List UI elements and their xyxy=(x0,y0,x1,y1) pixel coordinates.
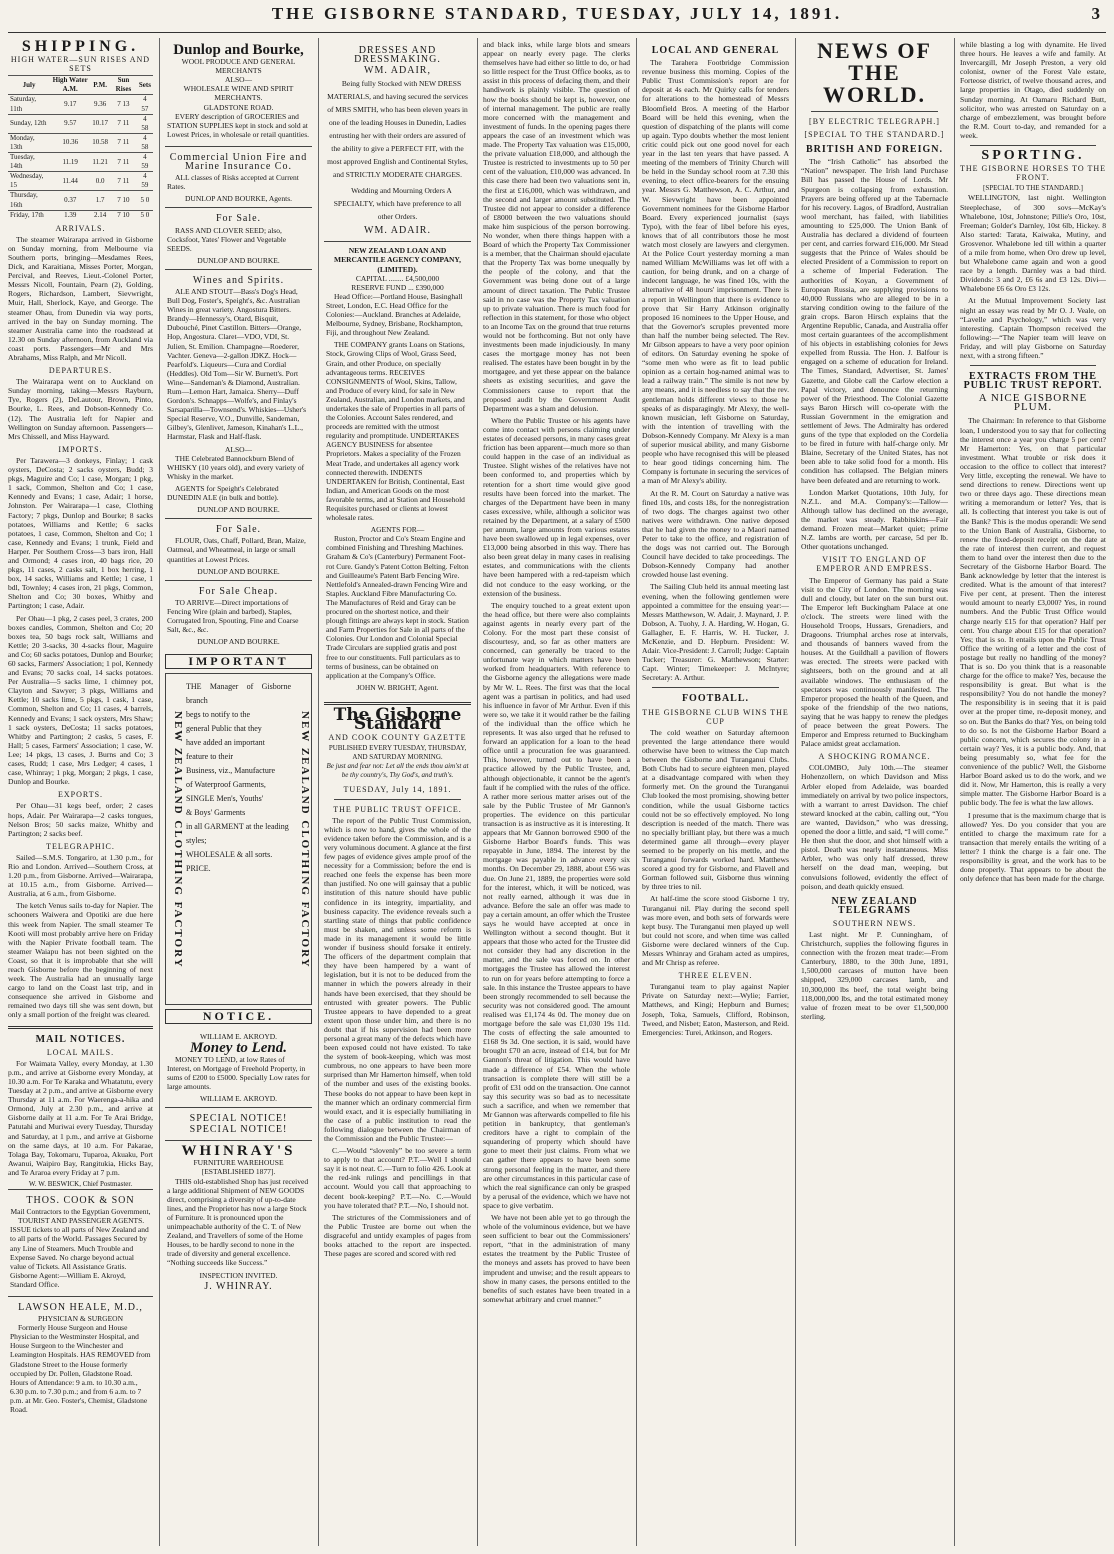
clothing-line: Business, viz., Manufacture xyxy=(186,766,276,776)
agents-sign: DUNLOP AND BOURKE. xyxy=(197,505,280,515)
divider xyxy=(811,111,938,112)
forsale-flour-sign: DUNLOP AND BOURKE. xyxy=(197,566,280,576)
dress-title: DRESSES AND DRESSMAKING. xyxy=(354,45,441,66)
tide-body xyxy=(8,95,153,220)
clothing-line: feature to their xyxy=(186,752,234,762)
money-title: Money to Lend. xyxy=(189,1039,288,1056)
nzloan-title: NEW ZEALAND LOAN AND MERCANTILE AGENCY COMPANY, (LIMITED). xyxy=(333,246,462,274)
whinray-inspection: INSPECTION INVITED. xyxy=(199,1270,278,1280)
union-text: ALL classes of Risks accepted at Current Rates. xyxy=(167,173,299,192)
cook-text: TOURIST AND PASSENGER AGENTS. ISSUE tickets to all parts of New Zealand and to all parts of the World. Passages Secured by any Line of Steamers. Much Trouble and Expense Saved. No charge beyond actual value of Tickets. All Assistance Gratis. Gisborne Agent:—William E. Akroyd, Standard Office. xyxy=(10,1216,149,1289)
tide-row xyxy=(8,95,153,114)
tide-cell: 0.0 xyxy=(90,172,110,191)
pto-continued: and black inks, while large blots and smears appear on nearly every page. The clerks themselves have had either so little to do, or had so little respect for the Trust Office books, as to assist in this process of defacing them, and their handiwork is plainly visible. The question of how the books should be kept is, however, one of internal management. The public are really more concerned with the management and investment of funds. In the opening pages there appears the case of an investment which was made. The Property Tax valuation was £15,000, the private valuation £18,000, and although the Trustee is restricted to investments up to 50 per cent of the valuation, £10,000 was advanced. In this case there had been two valuations sent in, the first at £16,000, which was withdrawn, and the second and larger amount substituted. The Trustee did not appear to consider a difference of £8000 between the two valuations should make him suspicious of the person borrowing. No wonder, when there things happen with a Board of which the Property Tax Commissioner is a member, that the Chairman should ejaculate that the Property Tax was borne unequally by the people of the colony, and that the Government was being done out of a large amount of direct taxation. The Public Trustee said in no case was the Property Tax valuation up to private valuation. There is much food for reflection in this statement, for those who object to an Income Tax on the ground that true returns would not be forthcoming. But not only have investments been made injudiciously. In many cases the mortgage money has not been realised. The estates have been bought in by the mortgagee, and yet these appear on the balance sheets as existing securities, and gave the Commissioners cause to report that the proposed audit by the Government Audit Department was a sham and delusion. xyxy=(483,40,630,413)
notice-banner: NOTICE. xyxy=(165,1009,312,1024)
nzloan-capital: CAPITAL ........ £4,500,000 xyxy=(355,273,440,283)
sporting-subheading: THE GISBORNE HORSES TO THE FRONT. xyxy=(960,164,1106,183)
masthead xyxy=(0,4,1114,30)
clothing-line: & Boys' Garments xyxy=(186,808,246,818)
union-title: Commercial Union Fire and Marine Insurance Co. xyxy=(169,151,308,173)
pto-continued-4: We have not been able yet to go through the whole of the voluminous evidence, but we have seen sufficient to bear out the Commissioners' report, “that in the administration of many estates the treatment by the Public Trustee of the moneys and assets has proved to have been imprudent and unwise; and the result appears to show in many cases, the persons entitled to the benefits of such estates have been treated in a somewhat arbitrary and cruel manner.” xyxy=(483,1213,630,1304)
forsale-seed-sign: DUNLOP AND BOURKE. xyxy=(197,255,280,265)
lawson-title: LAWSON HEALE, M.D., xyxy=(18,1302,143,1313)
forsale-cheap-title: For Sale Cheap. xyxy=(198,585,279,597)
local-general-text: The Tarahera Footbridge Commission revenue business this morning. Copies of the Public Trust Commission's report are for deposit at 4s each. Mr Quirky calls for tenders for alterations to the homestead of Messrs Bloomfield Bros. A meeting of the Harbor Board will be held this evening, when the question of dispatching of the plants will come up again. Typo doubts whether the most lenient critic could pick out one good novel for each year in the last ten years that have passed. A meeting of the members of Trinity Church will be held in the Sunday school room at 7.30 this evening, to elect office-bearers for the ensuing year. Messrs G. Matthewson, A. C. Arthur, and W. Sievwright have been appointed Government nominees for the Gisborne Harbor Board. Every experienced journalist (says Typo), with the fear of libel before his eyes, knows that of all contributors those he most watch most closely are lawyers and clergymen. At the Police Court yesterday morning a man named William McWilliams was let off with a caution, for being drunk, and on a charge of indecent language, he was fined 10s, with the alternative of 48 hours' imprisonment. There is a report in Wellington that there is evidence to prove that Sir Harry Atkinson originally proposed 16 nominees to the Upper House, and that the Governor's scruples prevented more than half the number being selected. The Rev. Mr Gibson appears to have a very poor opinion of editors. On Saturday evening he spoke of “some men who were as fit to lead public opinion as a certain hog-named animal was to lead a railway train.” The simile is not new by any means, and it is needless to say that the rev. gentleman holds different views to those he speaks of as disparagingly. Mr Alexy, the well-known musician, left Gisborne on Saturday, with the intention of travelling with the Dobson-Kennedy Company. Mr Alexy is a man of superior musical ability, and many Gisborne people who have recognised this will be pleased to hear good tidings concerning him. The Company is fortunate in securing the services of a man of Mr Alexy's ability. xyxy=(642,58,789,486)
local-general-text-3: The Sailing Club held its annual meeting last evening, when the following gentlemen were appointed a committee for the ensuing year:—Messrs Matthewson, W. Adair, J. Maynard, J. P. Dobson, A. Tuohy, J. A. Harding, W. Hogan, G. Gallagher, E. F. Harris, W. H. Tucker, J. McKenzie, and D. Hepburn. President: W. Adair. Vice-President: J. Carroll; Judge: Captain Tucker; Treasurer: G. Matthewson; Starter: Capt. Winter; Timekeeper: J. McIntyre; Secretary: A. Arthur. xyxy=(642,582,789,683)
money-text: MONEY TO LEND, at low Rates of Interest, on Mortgage of Freehold Property, in sums of £200 to £5000. Specially Low rates for large amounts. xyxy=(167,1054,310,1091)
nz-telegrams-text: Last night. Mr P. Cunningham, of Christchurch, supplies the following figures in connection with the frozen meat trade:—From Canterbury, 1880, to the 30th June, 1891, 1,500,000 carcases of mutton have been shipped, 329,000 carcases lamb, and 10,300,000 lbs beef, the total weight being 118,000,000 lbs, and the total estimated money value of frozen meat to be over £1,500,000 sterling. xyxy=(801,929,948,1021)
adair-text: Being fully Stocked with NEW DRESS MATERIALS, and having secured the services of MRS SMITH, who has been eleven years in one of the leading Houses in Dunedin, Ladies entrusting her with their orders are assured of the ability to give a PERFECT FIT, with the most approved English and Continental Styles, and STRICTLY MODERATE CHARGES. xyxy=(327,79,468,180)
exports-heading: EXPORTS. xyxy=(57,790,104,800)
nzloan-ad xyxy=(324,241,471,696)
column-sporting xyxy=(960,40,1106,1546)
southern-news-heading: SOUTHERN NEWS. xyxy=(832,918,917,928)
pto-text: The report of the Public Trust Commission, which is now to hand, gives the whole of the evidence taken before the Commission, and is a very voluminous document. A glance at the first few pages of evidence gives ample proof of the necessity for a Commission; before the end is reached one feels the expense has been more than justified. No one will gainsay that a public institution of this nature should have public confidence in its integrity, impartiality, and business capacity. The evidence reveals such a startling state of things that public confidence must be shaken, and unless some reform is made in its management it would be little wonder if business should forsake it entirely. The officers of the department complain that they have been hampered by a want of legislation, but it is not to be deduced from the manner in which the powers already in their hands have been exercised, that they should be entrusted with greater powers. The Public Trustee appears to have depended to a great extent upon those under him, and there is no doubt that if his supervision had been more personal a great many of the defects which have been exposed could not have existed. To take the system of book-keeping, which was most cumbrous, no one appears to have been more surprised than Mr Hamerton himself, when told of the number and uses of the existing books. These books do not appear to have been kept in the manner which an ordinary commercial firm would exact, and it is especially humiliating in the case of a public institution to read the following dialogue between the Chairman of the Commission and the Public Trustee:— xyxy=(324,815,471,1143)
clothing-line: begs to notify to the xyxy=(186,710,250,720)
tide-cell: 4 58 xyxy=(137,133,153,152)
whinray-subtitle: FURNITURE WAREHOUSE xyxy=(193,1158,284,1168)
dunlop-ad xyxy=(165,40,312,146)
football-text: The cold weather on Saturday afternoon prevented the large attendance there would otherwise have been to witness the Cup match between the Gisborne and Turanganui Clubs. Both Clubs had to secure eighteen men, played at a disadvantage compared with when they formerly met. On the ground the Turanganui Club looked the most promising, showing better condition, while the usual Gisborne tactics could not be so effectively employed. No long description is needed of the match. There was no specially brilliant play, but there was a much determined game all through—every player seemed to be properly on his mettle, and the Turanganui forwards worked hard. Matthews scored a good try for Gisborne, and Flavell and Gorman followed suit, Gisborne thus winning by three tries to nil. xyxy=(642,727,789,892)
clothing-vertical-right: NEW ZEALAND CLOTHING FACTORY xyxy=(299,710,311,969)
tide-table xyxy=(8,75,153,219)
pto-continued-2: Where the Public Trustee or his agents have come into contact with persons claiming under estates of deceased persons, in many cases great friction has been apparent—much more so than could happen in the case of an individual as Trustee. Slight wishes of the relatives have not been conformed to, and properties which by retention for a short time would give good results have been forced into the market. The charges of the Department have been in many cases excessive, while, although a solicitor was retained by the Department, at a salary of £500 per annum, large amounts from various estates have been swallowed up in legal expenses, over £13,000 being absorbed in this way. There has also been great delay in many cases in realising estates, and communications with the clients have been hampered with a red-tapeism which did not conduce to the easy working, or the extension of the business. xyxy=(483,415,630,598)
page-number: 3 xyxy=(1091,4,1100,23)
nz-telegrams-heading: NEW ZEALAND TELEGRAMS xyxy=(831,895,918,916)
plum-heading: A NICE GISBORNE PLUM. xyxy=(978,392,1088,414)
clothing-line: PRICE. xyxy=(186,864,211,874)
tide-cell: 5 0 xyxy=(137,191,153,210)
forsale-flour-text: FLOUR, Oats, Chaff, Pollard, Bran, Maize, Oatmeal, and Wheatmeal, in large or small quantities at Lowest Prices. xyxy=(167,536,306,564)
whinray-text: THIS old-established Shop has just received a large additional Shipment of NEW GOODS direct, comprising a diversity of up-to-date lines, and the Proprietor has now a large Stock of Furniture. It is pronounced upon the unimpeachable authority of the C. T. of New Zealand, and Travellers of some of the Home Houses, to be hardly second to none in the trade of diversity and general excellence. “Nothing succeeds like Success.” xyxy=(167,1176,309,1268)
lawson-subtitle: PHYSICIAN & SURGEON xyxy=(37,1314,123,1324)
exports-text: Per Ohau—31 kegs beef, order; 2 cases hops, Adair. Per Wairarapa—2 casks tongues, Nelson Bros; 50 sacks maize, Whitby and Partington; 2 sacks beef. xyxy=(8,801,153,838)
tide-header-cell: July xyxy=(8,76,50,95)
divider xyxy=(970,365,1096,366)
clothing-line: have added an important xyxy=(186,738,265,748)
shocking-text: COLOMBO, July 10th.—The steamer Hohenzollern, on which Davidson and Miss Arbler eloped from Adelaide, was boarded immediately on arrival by two police inspectors, with a warrant to arrest Davidson. The chief steward knocked at the cabin, calling out, “You are wanted, Davidson,” who was dressing, opened the door a little, and said, “I will come.” He then shut the door, and shot himself with a pistol. Death was nearly instantaneous. Miss Arbler, who was only half dressed, threw herself on the dead man, weeping, but convulsions followed, evidently the effect of poison, and death quickly ensued. xyxy=(801,763,948,891)
paper-publication: PUBLISHED EVERY TUESDAY, THURSDAY, AND SATURDAY MORNING. xyxy=(328,744,467,762)
tide-cell: 11.21 xyxy=(90,153,110,172)
tide-cell: 1.39 xyxy=(50,210,90,220)
tide-cell: 1.7 xyxy=(90,191,110,210)
column-rule xyxy=(954,38,955,1546)
teams-text: Turanganui team to play against Napier Private on Saturday next:—Wylie; Farrier, Matthews, and Kingi; Hepburn and Burnes; Joseph, Toka, Samuels, Clifford, Robinson, Tweed, and Nisbet; Eaton, Masterson, and Reid. Emergencies: Turei, Atkinson, and Rogers. xyxy=(642,982,789,1037)
arrivals-heading: ARRIVALS. xyxy=(55,223,106,233)
tide-cell: 4 59 xyxy=(137,172,153,191)
lawson-ad xyxy=(8,1296,153,1421)
pto-dialog: C.—Would “slovenly” be too severe a term to apply to that account? P.T.—Well I should say it is not neat. C.—Turn to folio 426. Look at the red-ink rulings and pencillings in that account. Would you call that approaching to decent book-keeping? P.T.—No. C.—Would you have tolerated that? P.T.—No, I should not. xyxy=(324,1146,471,1210)
telegraphic-text-2: The ketch Venus sails to-day for Napier. The schooners Waiwera and Opotiki are due here this week from Napier. The small steamer Te Kooti will most probably arrive here on Friday with the Napier Private football team. The steamer Waiapu has not been sighted on the Coast, so that it is improbable that she will reach Gisborne before the beginning of next week. The Australia had an unusually large cargo to land on the Coast last trip, and in consequence she arrived in Gisborne and remained two days till she was sent down, but only a small portion of the freight was cleared. xyxy=(8,901,153,1020)
news-heading: NEWS OF THE WORLD. xyxy=(817,40,932,107)
special-notice-2: SPECIAL NOTICE! xyxy=(189,1124,288,1136)
tide-header-cell: Sets xyxy=(137,76,153,95)
tide-row xyxy=(8,191,153,210)
column-editorial xyxy=(483,40,630,1546)
sporting-text-2: At the Mutual Improvement Society last night an essay was read by Mr O. J. Veale, on “Lavelle and Psychology,” which was very interesting. Captain Thompson received the following:—“The Napier team will leave on Friday, and will play Gisborne on Saturday next, with a strong fifteen.” xyxy=(960,296,1106,360)
column-local xyxy=(642,40,789,1546)
sporting-heading: SPORTING. xyxy=(981,148,1085,164)
clothing-line: THE Manager of Gisborne branch xyxy=(186,682,291,706)
tide-cell: 7 10 xyxy=(110,191,137,210)
tide-heading: HIGH WATER—SUN RISES AND SETS xyxy=(10,55,151,74)
sporting-special: [SPECIAL TO THE STANDARD.] xyxy=(983,184,1083,193)
visit-heading: VISIT TO ENGLAND OF EMPEROR AND EMPRESS. xyxy=(816,555,933,574)
forsale-seed-text: RASS AND CLOVER SEED; also, Cocksfoot, Yates' Flower and Vegetable SEEDS. xyxy=(167,225,287,253)
tide-cell: 5 0 xyxy=(137,210,153,220)
dunlop-also: ALSO— xyxy=(224,75,253,85)
pto-continued-3: The enquiry touched to a great extent upon the head office, but there were also complaints against agents in nearly every part of the Colony. For the most part these consist of discourtesy, and, so far as other matters are concerned, can generally be traced to the unfortunate way in which matters have been worked from headquarters. With reference to the Gisborne agency the allegations were made by Mr W. L. Rees. The first was that the local agent was a partisan in politics, and had used his influence in favor of Mr Arthur. Even if this were so, we take it it would rather be the failing of the individual than the office which he represents. It was also urged that he refused to forward an application for a loan to the head office until a procuration fee was guaranteed. This, however, turned out to have been a practice allowed by the Public Trustee, and, although objectionable, it cannot be the agent's fault if he complied with the rules of the office. A rather more serious matter arises out of the sale by the Public Trustee of Mr Gannon's properties. The evidence on this particular transaction is as instructive as it is interesting. It appears that Mr Gannon borrowed £900 of the Gisborne Harbor Board's funds. This was repayable in June, 1894. The interest by the mortgage was payable in advance every six months. On December 29, 1888, about £56 was due. On June 21, 1889, the properties were sold for the interest, which, it will be noticed, was not really earned, although it was due in advance. Before the sale an offer was made to pay a certain amount, an offer which the Trustee says he would have accepted at once in Wellington without a second thought. But it appears that those who acted for the Trustee did not consider they had any discretion in the matter, and the sale was forced on. In other mortgages the Trustee has allowed the interest to run on for years before attempting to force a sale. In this instance the Trustee appears to have been strongly recommended to sell because the security was not considered good. The amount realised was £1,174 4s 0d. The money due on mortgage before the sale was £1,030 19s 11d. The costs of effecting the sale amounted to £168 9s 3d. One section, it is said, would have brought £70 an acre, instead of £14, but for Mr Gannon's threat of litigation. This would have made a difference of £54. When the whole transaction is complete there will still be a profit of £31 odd on the transaction. One cannot say this security was so bad as to necessitate such a sacrifice, and when we remember that Mr Gannon was afterwards compelled to file his petition in bankruptcy, that gentleman's creditors have a right to complain of the squandering of property which should have gone to meet their just claims. From what we can gather there appears to have been some strong personal feeling in the matter, and there are other circumstances in this particular case of which the real significance can only be grasped by a perusal of the evidence, which we have not space to give verbatim. xyxy=(483,600,630,1210)
tide-row xyxy=(8,172,153,191)
nzloan-text-3: Ruston, Proctor and Co's Steam Engine and combined Finishing and Threshing Machines. Graham & Co's (Canterbury) Permanent Foot-rot Cure. Gandy's Patent Cotton Belting. Felton and Guilleaume's Patent Barb Fencing Wire. Nettlefold's Annealed-drawn Fencing Wire and Staples. Auckland Fibre Manufacturing Co. The Manufactures of Reid and Gray can be procured on the shortest notice, and their plough fittings are always kept in stock. Station and Farm Properties for Sale in all parts of the Colonies. Our London and Colonial Special Trade Circulars are supplied gratis and post free to our constituents. Full particulars as to terms of business, can be obtained on application at the Company's Office. xyxy=(326,534,469,680)
tide-cell: 7 11 xyxy=(110,133,137,152)
tide-cell: 10.58 xyxy=(90,133,110,152)
column-shipping xyxy=(8,40,153,1546)
clothing-line: WHOLESALE & all sorts. xyxy=(186,850,273,860)
football-heading: FOOTBALL. xyxy=(681,693,750,705)
tide-cell: 4 59 xyxy=(137,153,153,172)
tide-cell: 7 13 xyxy=(110,95,137,114)
tide-cell: 0.37 xyxy=(50,191,90,210)
telegraphic-text: Sailed—S.M.S. Tongariro, at 1.30 p.m., for Rio and London. Arrived—Southern Cross, at 1.20 p.m., from Gisborne. Arrived—Wairarapa, at 10.15 a.m., from Gisborne. Arrived—Australia, at 6 a.m., from Gisborne. xyxy=(8,852,153,899)
tide-cell: Friday, 17th xyxy=(8,210,50,220)
nzloan-sign: JOHN W. BRIGHT, Agent. xyxy=(356,682,439,692)
divider xyxy=(652,687,779,688)
tide-cell: 7 11 xyxy=(110,114,137,133)
local-general-heading: LOCAL AND GENERAL xyxy=(651,45,780,56)
wines-ad xyxy=(165,269,312,518)
clothing-line: SINGLE Men's, Youths' xyxy=(186,794,264,804)
tide-header-cell: High Water A.M. xyxy=(50,76,90,95)
dunlop-text: EVERY description of GROCERIES and STATION SUPPLIES kept in stock and sold at Lowest Prices, in wholesale or retail quantities. xyxy=(167,111,310,139)
local-general-text-2: At the R. M. Court on Saturday a native was fined 10s, and costs 18s, for the nonregistration of two dogs. The charges against two other natives were withdrawn. One native deposed that he had given the money to a Maori named Peter to take to the office, and registration of the dogs was not carried out. The Borough Council have decided to take proceedings. The Dobson-Kennedy Company had another crowded house last evening. xyxy=(642,488,789,580)
union-ad xyxy=(165,146,312,207)
nzloan-agents: AGENTS FOR— xyxy=(370,525,425,535)
agents-text: AGENTS for Speight's Celebrated DUNEDIN ALE (in bulk and bottle). xyxy=(167,483,279,503)
clothing-factory-ad xyxy=(165,673,312,1005)
arrivals-text: The steamer Wairarapa arrived in Gisborne on Sunday morning, from Melbourne via Southern ports, bringing—Mesdames Rees, Dick, and Karaitiana, Misses Porter, Morgan, Percival, and Reeves, Lieut.-Colonel Porter, Messrs Nicoll, Fountain, Pearn (2), Golding, Rogers, Richardson, Lambert, Sievwright, Muir, Hall, Sherlock, Kaye, and George. The steamer Ohau, from Dunedin via way ports, arrived in the bay on Sunday morning. The steamer Australia came into the roadstead at 12.30 on Sunday afternoon, from Auckland via coast ports. Passengers—Mr and Mrs Abrahams, Miss Ralph, and Mr Nicoll. xyxy=(8,234,153,362)
mail-signature: W. W. BESWICK, Chief Postmaster. xyxy=(28,1179,133,1188)
tide-cell: 11.19 xyxy=(50,153,90,172)
cook-title: THOS. COOK & SON xyxy=(26,1195,135,1207)
tide-cell: 4 58 xyxy=(137,114,153,133)
sporting-text: WELLINGTON, last night. Wellington Steeplechase, of 300 sovs—McKay's Whalebone, 10st, Johnstone; Pillie's Oro, 10st, Freeman; Golder's Darnley, 10st 6lb, Hickey. 8 Also started: Tarata, Kaiwaka, Mutiny, and Grosvenor. Whalebone led till within a quarter of a mile from home, when Oro drew up level, but Whalebone came again and won a good race by a length. Darnley was a bad third. Dividends: 3 and 2, £6 6s and £3 12s. Divi—Whalebone £6 6s Oro £3 12s. xyxy=(960,193,1106,294)
football-text-2: At half-time the score stood Gisborne 1 try, Turanganui nil. Play during the second spell was more even, and both sets of forwards were kept busy. The Turanganui men played up well but could not score, and when time was called Gisborne were declared winners of the Cup. Messrs Whinray and Graham acted as umpires, and Mr Chrisp as referee. xyxy=(642,894,789,968)
whinray-title: WHINRAY'S xyxy=(181,1143,296,1160)
divider xyxy=(334,799,461,800)
money-sign: WILLIAM E. AKROYD. xyxy=(199,1094,278,1103)
special-notice-1: SPECIAL NOTICE! xyxy=(189,1113,288,1125)
dunlop-address: GLADSTONE ROAD. xyxy=(203,102,274,112)
tide-cell: Tuesday, 14th xyxy=(8,153,50,172)
tide-cell: 2.14 xyxy=(90,210,110,220)
dunlop-title: Dunlop and Bourke, xyxy=(173,42,304,58)
dunlop-subtitle: WOOL PRODUCE AND GENERAL MERCHANTS xyxy=(181,57,296,76)
clothing-line: general Public that they xyxy=(186,724,262,734)
nzloan-text: Head Office:—Portland House, Basinghall Street, London, E.C. Head Office for the Colonies:—Auckland. Branches at Adelaide, Melbourne, Sydney, Brisbane, Rockhampton, Fiji, and throughout New Zealand. xyxy=(326,291,463,338)
clothing-line: in all GARMENT at the leading xyxy=(186,822,289,832)
plum-text-2: I presume that is the maximum charge that is allowed? Yes. Do you consider that you are entitled to charge the maximum rate for a transaction that merely entails the writing of a letter? I think the charge is a fair one. The responsibility is great, and the work has to be done properly. That appears to be about the only defence that has been made for the charge. xyxy=(960,810,1106,884)
forsale-seed-title: For Sale. xyxy=(215,213,262,225)
nzloan-reserve: RESERVE FUND ... £390,000 xyxy=(351,282,444,292)
mail-subheading: LOCAL MAILS. xyxy=(46,1047,115,1057)
whinray-sign: J. WHINRAY. xyxy=(204,1280,273,1292)
column-rule xyxy=(795,38,796,1546)
masthead-title: THE GISBORNE STANDARD, TUESDAY, JULY 14, 1891. xyxy=(271,4,843,23)
tide-cell: 10.36 xyxy=(50,133,90,152)
tide-row xyxy=(8,210,153,220)
british-foreign-text: The “Irish Catholic” has absorbed the “Nation” newspaper. The Irish land Purchase Bill has passed the House of Lords. Mr Spurgeon is collapsing from exhaustion. Prayers are being offered up at the Tabernacle for his recovery. Lagos, of Bradford, Australian wool merchant, has failed, with liabilities amounting to £25,000. The Union Bank of Australia has declared a dividend of fourteen per cent, and carries forward £16,000. Mr Stead suggests that the Prince of Wales should be elected President of a Commission to report on a scheme of Imperial Federation. The authorities of Koyan, a Government of European Russia, are supplying provisions to 40,000 Russians who are alleged to be in a starving condition owing to the failure of the grain crops. Baron Hirsch explains that the Argentine Republic, Canada, and Australia offer most certain guarantees of the accomplishment of his objects in establishing colonies for Jews expelled from Russia. The Hon. J. Balfour is engaged on a scheme of education for Ireland. The Times, Standard, Advertiser, St. James' Gazette, and Globe call the Carlow election a Papal victory, and denounce the returning power of the Priesthood. The Colonial Gazette says Baron Hirsch will co-operate with the Russian Government in the emigration and settlement of Jews. The Admiralty has ordered guns of the type that exploded on the Cordelia to be fired in future with half-charge only. Mr Blaine, Secretary of the United States, has not been able to take solid food for a month. His condition has collapsed. The Belgian miners have been defeated and are returning to work. xyxy=(801,157,948,485)
wines-text-2: THE Celebrated Bannockburn Blend of WHISKY (10 years old), and every variety of Whisky in the market. xyxy=(167,453,305,481)
clothing-lines xyxy=(186,680,291,876)
nzloan-text-2: THE COMPANY grants Loans on Stations, Stock, Growing Clips of Wool, Grass Seed, Grain, and other Produce, on specially advantageous terms. RECEIVES CONSIGNMENTS of Wool, Skins, Tallow, and Produce of every kind, for sale in New Zealand, Australian, and London markets, and undertakes the sale of Properties in all parts of the Colonies. Account Sales rendered, and proceeds are remitted with the utmost regularity and promptitude. UNDERTAKES AGENCY BUSINESS for absentee Proprietors. Makes a speciality of the Frozen Meat Trade, and undertakes all agency work connected therewith. INDENTS UNDERTAKEN for British, Continental, East Indian, and American Goods on the most favorable terms, and at Station and Household Requisites purchased or clients at lowest wholesale rates. xyxy=(326,340,466,523)
column-rule xyxy=(477,38,478,1546)
divider xyxy=(8,1026,153,1029)
tide-cell: Saturday, 11th xyxy=(8,95,50,114)
wines-text: ALE AND STOUT—Bass's Dog's Head, Bull Dog, Foster's, Speight's, &c. Australian Wines in great variety. Angostura Bitters. Brandy—Hennessy's, Otard, Bisquit, Dubouché, Pinet Castillon. Bitters—Orange, Hop, Angostura. Claret—VDO, VDI, St. Julien, St. Emilion. Champagne—Roederer, Vachter. Geneva—2-gallon JDKZ. Hock—Pearfold's. Liqueurs—Cura and Cordial (Heddles). Old Tom—Sir W. Burnett's. Port Wine—Sandeman's & Diamond, Australian. Rum—Lemon Hart, Jamaica. Sherry—Duff Gordon's. Schnapps—Wolfe's, and Finlay's Sarsaparilla—Townsend's. Whiskies—Usher's Special Reserve, V.O., Dunville, Sandeman, Gilbey's, Glenlivet, Jameson, Kinahan's L.L., Harmstar, Flask and Half-flask. xyxy=(167,286,307,442)
news-subheading-2: [SPECIAL TO THE STANDARD.] xyxy=(804,130,945,140)
tide-header-cell: P.M. xyxy=(90,76,110,95)
forsale-flour-ad xyxy=(165,518,312,579)
divider xyxy=(970,145,1096,146)
wines-also: ALSO— xyxy=(224,444,253,454)
shocking-heading: A SHOCKING ROMANCE. xyxy=(818,752,931,762)
tide-cell: 9.36 xyxy=(90,95,110,114)
mail-text: For Waimata Valley, every Monday, at 1.30 p.m., and arrive at Gisborne every Monday, at 10.30 a.m. For Te Karaka and Whatatutu, every Tuesday at 2 p.m., and arrive at Gisborne every Thursday at 11 a.m. For Waerenga-a-hika and Ormond, July at 2.30 p.m., and arrive at Gisborne daily at 11 a.m. For Te Arai Bridge, Patutahi and Muriwai every Tuesday, Thursday and Saturday, at 1 p.m., and arrive at Gisborne on the same days, at 10 a.m. For Pakarae, Tolaga Bay, Tokomaru, Tuparoa, Akuaku, Port Awanui, Waipiro Bay, Rangitukia, Hicks Bay, and Te Araroa every Friday at 7 p.m. xyxy=(8,1058,153,1177)
important-banner: IMPORTANT xyxy=(165,654,312,669)
tide-cell: 4 57 xyxy=(137,95,153,114)
tide-cell: Wednesday, 15 xyxy=(8,172,50,191)
tide-cell: Monday, 13th xyxy=(8,133,50,152)
akroyd-title: WILLIAM E. AKROYD. xyxy=(199,1032,278,1042)
adair-title: WM. ADAIR, xyxy=(364,65,431,77)
tide-cell: Thursday, 16th xyxy=(8,191,50,210)
football-subheading: THE GISBORNE CLUB WINS THE CUP xyxy=(642,707,789,726)
column-rule xyxy=(159,38,160,1546)
cook-ad xyxy=(8,1189,153,1296)
column-news xyxy=(801,40,948,1546)
tide-cell: 11.44 xyxy=(50,172,90,191)
column-rule xyxy=(318,38,319,1546)
tide-cell: 7 10 xyxy=(110,210,137,220)
extracts-heading: EXTRACTS FROM THE PUBLIC TRUST REPORT. xyxy=(963,371,1103,392)
special-notice xyxy=(165,1107,312,1140)
tide-cell: 7 11 xyxy=(110,172,137,191)
forsale-cheap-sign: DUNLOP AND BOURKE. xyxy=(197,637,280,647)
whinray-ad xyxy=(165,1140,312,1296)
plum-text: The Chairman: In reference to that Gisborne loan, I understood you to say that for collecting the interest once a year you charge 5 per cent? Mr Hamerton: Yes, on that particular investment. What trouble or risk does it occasion to the office to collect that interest? Very little, excepting the renewal. We have to send directions to renew. Directions went up two or three days ago. These directions mean writing a memorandum or letter? Yes, that is all. Is collecting that interest you take is out of the Bank? This is the modus operandi: We send to the Union Bank of Australia, Gisborne, to renew the fixed-deposit receipt on the date at the rate of interest then current, and request them to hand over the interest then due to the Secretary of the Gisborne Harbor Board. The Bank acknowledge by letter that the interest is credited. What is the amount of that interest? Five per cent, at present. Then the interest would amount to nearly £3,000? Yes, in round numbers. And the Public Trust Office would charge nearly £15 for that operation? Half per cent. You charge about £15 for that operation? Yes; that is so. It entails upon the Public Trust Office the writing of a letter and the cost of postage but really no handling of the money? That is so. Do you think that is a reasonable charge for the office to make? Yes, because the responsibility is great. But what is the responsibility? You do not handle the money? The responsibility is in seeing that it is paid over at the proper time, re-deposit money, and so on. But the Banks do that? Yes, on being told to do so. Is not the Gisborne Harbor Board a public concern, which secures the colony in a certain way? Yes, it is a public body. And, that being presumably so, what fee for the convenience of the public? Well, the Gisborne Harbor Board asked us to do the work, and we did it. Now, Mr Hamerton, this is really a very simple matter. The Gisborne Harbor Board is a public body. The fee is what the law allows. xyxy=(960,416,1106,808)
pto-text-2: The strictures of the Commissioners and of the Public Trustee are borne out when the disgraceful and untidy examples of pages from books attached to the report are inspected. These pages are scored and scored with red xyxy=(324,1212,471,1259)
column-rule xyxy=(636,38,637,1546)
akroyd-ad xyxy=(165,1028,312,1107)
imports-text: Per Tarawera—3 donkeys, Finlay; 1 cask oysters, DeCosta; 2 sacks oysters, Budd; 3 pkgs, Maguire and Co; 1 case, Morgan; 1 pkg, 1 sack, Common, Shelton and Co; 1 case, Kennedy and Evans; 1 case, Adair; 1 horse, Johnston. Per Wairarapa—1 case, Clothing Factory; 7 pkgs, Dunlop and Bourke; 8 sacks potatoes, Williams and Kettle; 6 sacks potatoes, 1 case, Common, Shelton and Co; 1 case, Kennedy and Evans; 1 trunk, Field and Harper. Per Southern Cross—3 bars iron, Hall and Ormond; 4 cases iron, 40 bags rice, 20 pkgs, 11 cases, 2 casks salt, 1 box herring, 1 box, 14 sacks, Williams and Kettle; 1 case, 1 bdl, Townley; 4 cases iron, 21 pkgs, Common, Shelton and Co; 30 boxes, Whitby and Partington; 1 case, Adair. xyxy=(8,455,153,611)
tide-header-row xyxy=(8,76,153,95)
telegraphic-heading: TELEGRAPHIC. xyxy=(46,841,115,851)
british-foreign-text-2: London Market Quotations, 10th July, for N.Z.L. and M.A. Company's:—Tallow—Although tallow has declined on the average, the market was steady. Rabbitskins—Fair demand. Frozen meat—Market quiet; prime N.Z. lambs are worth, per carcase, 5d per lb. Other quotations unchanged. xyxy=(801,487,948,552)
paper-subtitle: AND COOK COUNTY GAZETTE xyxy=(328,733,467,743)
lawson-text: Formerly House Surgeon and House Physician to the Westminster Hospital, and House Surgeon to the Winchester and Leamington Hospitals. HAS REMOVED from Gladstone Street to the House formerly occupied by Dr. Pollen, Gladstone Road. Hours of Attendance: 9 a.m. to 10.30 a.m., 6.30 p.m. to 7.30 p.m.; and from 6 a.m. to 7 p.m. at Mr. Geo. Foster's, Chemist, Gladstone Road. xyxy=(10,1323,151,1415)
paper-motto: Be just and fear not: Let all the ends thou aim'st at be thy country's, Thy God's, and truth's. xyxy=(326,762,469,780)
forsale-cheap-ad xyxy=(165,580,312,651)
pto-heading: THE PUBLIC TRUST OFFICE. xyxy=(333,804,462,814)
wines-title: Wines and Spirits. xyxy=(192,274,285,286)
imports-heading: IMPORTS. xyxy=(58,444,103,454)
adair-sign: WM. ADAIR. xyxy=(364,225,431,237)
forsale-seed-ad xyxy=(165,207,312,268)
continued-text: while blasting a log with dynamite. He lived three hours. He leaves a wife and family. At Invercargill, Mr Joseph Preston, a very old colonist, owner of the Forest Vale estate, Forteose district, of twelve thousand acres, and large properties in Otago, died suddenly on Sunday morning. At Oamaru Richard Butt, solicitor, who was arrested on Saturday on a charge of embezzlement, was brought before the R.M. Court to-day, and remanded for a week. xyxy=(960,40,1106,140)
shipping-heading: SHIPPING. xyxy=(21,40,140,55)
tide-row xyxy=(8,133,153,152)
tide-header-cell: Sun Rises xyxy=(110,76,137,95)
visit-text: The Emperor of Germany has paid a State visit to the City of London. The morning was dull and cloudy, but later on the sun burst out. The Emperor left Buckingham Palace at one o'clock. The streets were lined with the Household Troops, Hussars, Grenadiers, and Dragoons. Triumphal arches rose at intervals, and thousands of banners waved from the houses. At the Guildhall a pavilion of flowers was erected. The streets were packed with sightseers, both on the ground and at all available windows. The enthusiasm of the spectators was continuously manifested. The Emperor proposed the health of the Queen, and spoke of the friendship of the two nations, saying that he was happy to renew the pledges of peace between the great Powers. The Emperor and Empress returned to Buckingham Palace amidst great acclamation. xyxy=(801,575,948,749)
masthead-rule xyxy=(8,32,1106,33)
departures-heading: DEPARTURES. xyxy=(48,366,113,376)
tide-cell: 9.57 xyxy=(50,114,90,133)
departures-text: The Wairarapa went on to Auckland on Sunday morning, taking—Messrs Rayburn, Tye, Rogers (2), DeLautour, Brown, Pinto, Bourke, L. Rees, and Dobson-Kennedy Co. (12). The Australia left for Napier and Wellington on Sunday afternoon. Passengers—Mrs Chissell, and Miss Hayward. xyxy=(8,377,153,441)
tide-cell: 9.17 xyxy=(50,95,90,114)
column-adair xyxy=(324,40,471,1546)
forsale-cheap-text: TO ARRIVE—Direct importations of Fencing Wire (plain and barbed), Staples, Corrugated Iron, Spouting, Fine and Coarse Salt, &c., &c. xyxy=(167,597,299,635)
clothing-vertical-left: NEW ZEALAND CLOTHING FACTORY xyxy=(172,710,184,969)
adair-text-2: Wedding and Mourning Orders A SPECIALTY, which have preference to all other Orders. xyxy=(333,186,462,222)
tide-row xyxy=(8,153,153,172)
clothing-line: of Waterproof Garments, xyxy=(186,780,266,790)
clothing-line: styles; xyxy=(186,836,207,846)
british-foreign-heading: BRITISH AND FOREIGN. xyxy=(806,144,943,156)
cook-subtitle: Mail Contractors to the Egyptian Government, xyxy=(10,1207,151,1217)
tide-cell: 7 11 xyxy=(110,153,137,172)
paper-date: TUESDAY, July 14, 1891. xyxy=(343,784,452,794)
imports-text-2: Per Ohau—1 pkg, 2 cases peel, 3 crates, 200 boxes candles, Common, Shelton and Co; 20 boxes tea, 50 bags rock salt, Williams and Kettle; 20 3-sacks, 30 4-sacks flour, Maguire and Co; 60 sacks potatoes, Dunlop and Bourke; 60 sacks, Farmers' Association; 1 pol, Kennedy and Evans; 70 sacks coal, 14 sacks potatoes. Per Australia—5 sacks lime, 1 chimney pot, Clayton and Sawyer; 3 pkgs, Williams and Kettle; 10 sacks lime, 5 pkgs, 1 cask, 1 case, Common, Shelton and Co; 11 cases, 4 barrels, Kennedy and Evans; 1 sack oysters, Mrs Shaw; 1 sack oysters, DeCosta; 11 sacks potatoes, Whitby and Partington; 2 casks, 5 cases, F. Hall; 5 cases, Farmers' Association; 1 case, W. Lee; 14 pkgs, 13 cases, J. Burns and Co; 3 cases, Rudd; 1 case, Mrs Ledger; 4 cases, 1 case, Whinray; 1 pkg, Morgan; 2 pkgs, 1 case, Dunlop and Bourke. xyxy=(8,613,153,787)
mail-heading: MAIL NOTICES. xyxy=(35,1033,126,1045)
column-dunlop xyxy=(165,40,312,1546)
union-agent: DUNLOP AND BOURKE, Agents. xyxy=(184,194,293,204)
adair-ad xyxy=(324,40,471,241)
tide-cell: Sunday, 12th xyxy=(8,114,50,133)
dunlop-subtitle-2: WHOLESALE WINE AND SPIRIT MERCHANTS. xyxy=(183,84,294,103)
tide-row xyxy=(8,114,153,133)
teams-heading: THREE ELEVEN. xyxy=(678,971,753,981)
tide-cell: 10.17 xyxy=(90,114,110,133)
paper-title: The Gisborne Standard xyxy=(333,704,462,734)
news-subheading-1: [BY ELECTRIC TELEGRAPH.] xyxy=(809,117,940,126)
whinray-established: [ESTABLISHED 1877]. xyxy=(201,1167,276,1177)
forsale-flour-title: For Sale. xyxy=(215,524,262,536)
